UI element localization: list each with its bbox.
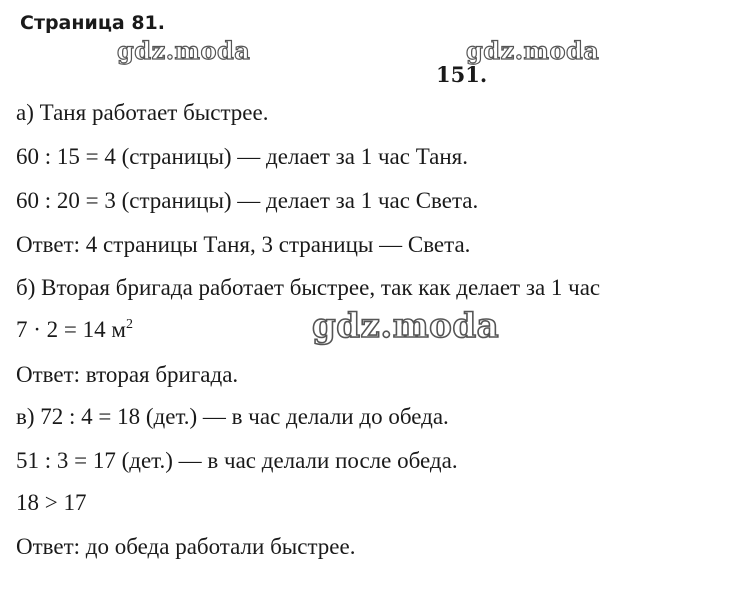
solution-line-a-result: Ответ: 4 страницы Таня, 3 страницы — Света. xyxy=(16,232,471,257)
area-calc-text: 7 · 2 = 14 м xyxy=(16,317,126,342)
solution-line-c-after-lunch: 51 : 3 = 17 (дет.) — в час делали после обеда. xyxy=(16,448,458,473)
watermark-top-left: gdz.moda xyxy=(117,36,251,65)
watermark-top-right: gdz.moda xyxy=(466,36,600,65)
task-number: 151. xyxy=(436,62,488,87)
solution-line-b-calc xyxy=(16,315,133,345)
solution-line-c-result: Ответ: до обеда работали быстрее. xyxy=(16,534,356,559)
area-exponent: 2 xyxy=(125,317,133,332)
solution-line-b-answer: б) Вторая бригада работает быстрее, так как делает за 1 час xyxy=(16,275,601,300)
solution-line-b-result: Ответ: вторая бригада. xyxy=(16,362,239,387)
page-title: Страница 81. xyxy=(20,12,165,34)
watermark-center: gdz.moda xyxy=(312,306,500,346)
solution-line-a-tanya: 60 : 15 = 4 (страницы) — делает за 1 час Таня. xyxy=(16,144,469,169)
solution-line-c-before-lunch: в) 72 : 4 = 18 (дет.) — в час делали до обеда. xyxy=(16,404,449,429)
solution-line-a-answer: а) Таня работает быстрее. xyxy=(16,100,269,125)
solution-line-c-compare: 18 > 17 xyxy=(16,490,87,515)
solution-line-a-sveta: 60 : 20 = 3 (страницы) — делает за 1 час Света. xyxy=(16,188,479,213)
